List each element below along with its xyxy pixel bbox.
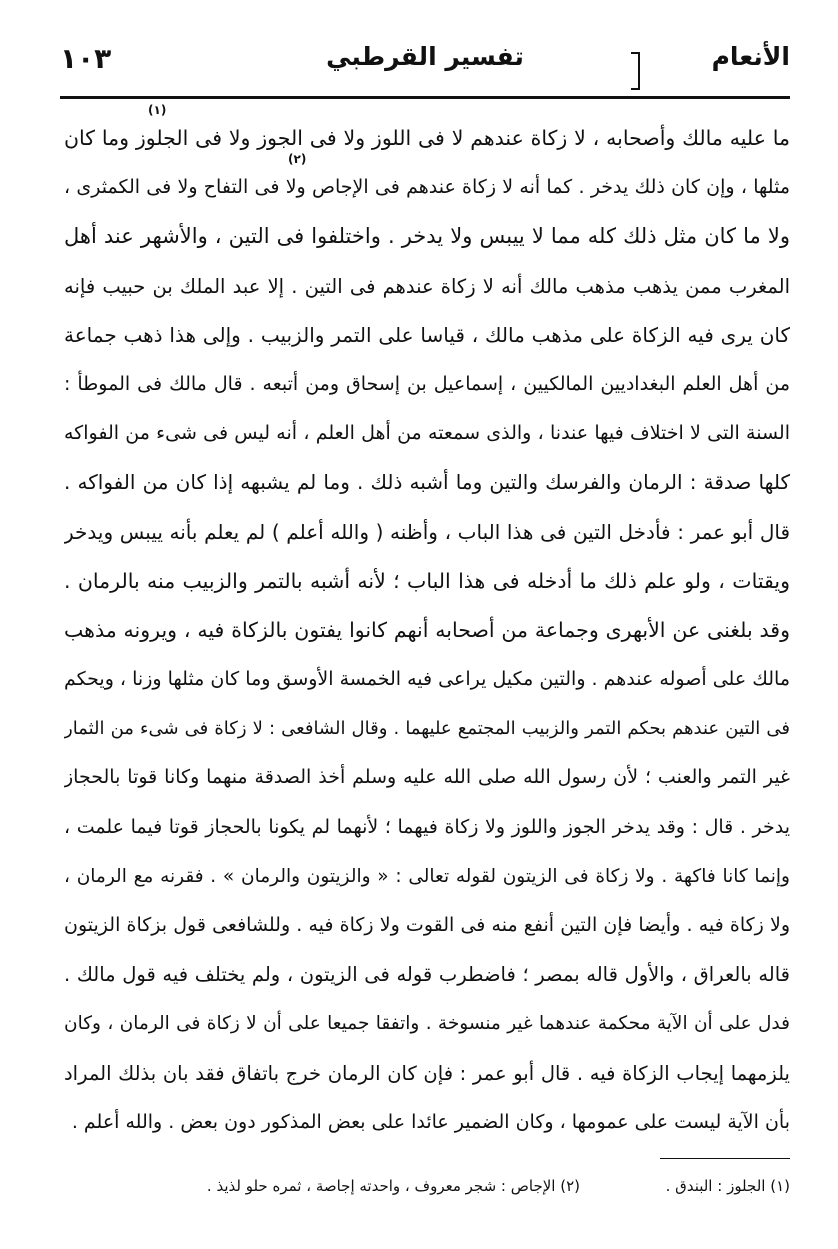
text-line: فى التين عندهم بحكم التمر والزبيب المجتمع عليهما . وقال الشافعى : لا زكاة فى شىء من الثمار bbox=[64, 718, 790, 740]
text-line: السنة التى لا اختلاف فيها عندنا ، والذى سمعته من أهل العلم ، أنه ليس فى شىء من الفواكه bbox=[64, 422, 790, 445]
text-line: يدخر . قال : وقد يدخر الجوز واللوز ولا زكاة فيهما ؛ لأنهما لم يكونا بالحجاز قوتا فيما علمت ، bbox=[64, 815, 790, 838]
surah-name: الأنعام bbox=[711, 42, 790, 71]
body-text bbox=[64, 114, 790, 1147]
text-line: يلزمهما إيجاب الزكاة فيه . قال أبو عمر : فإن كان الرمان خرج باتفاق فقد بان بذلك المراد bbox=[64, 1061, 790, 1085]
footnote: (١) الجلوز : البندق . bbox=[665, 1177, 790, 1195]
text-line: كان يرى فيه الزكاة على مذهب مالك ، قياسا على التمر والزبيب . وإلى هذا ذهب جماعة bbox=[64, 322, 790, 347]
page-number: ١٠٣ bbox=[60, 42, 112, 75]
text-line: فدل على أن الآية محكمة عندهما غير منسوخة . واتفقا جميعا على أن لا زكاة فى الرمان ، وكان bbox=[64, 1013, 790, 1035]
header-rule bbox=[60, 96, 790, 99]
page-header bbox=[60, 40, 790, 94]
footnote-marker: (١) bbox=[148, 103, 167, 117]
text-line: كلها صدقة : الرمان والفرسك والتين وما أشبه ذلك . وما لم يشبهه إذا كان من الفواكه . bbox=[64, 470, 790, 495]
text-line: قاله بالعراق ، والأول قاله بمصر ؛ فاضطرب قوله فى الزيتون ، ولم يختلف فيه قول مالك . bbox=[64, 963, 790, 987]
header-bracket bbox=[631, 52, 640, 90]
text-line: ما عليه مالك وأصحابه ، لا زكاة عندهم لا فى اللوز ولا فى الجوز ولا فى الجلوز وما كان bbox=[64, 126, 790, 150]
footnotes bbox=[64, 1172, 790, 1200]
text-line: بأن الآية ليست على عمومها ، وكان الضمير عائدا على بعض المذكور دون بعض . والله أعلم . bbox=[71, 1110, 790, 1133]
text-line: المغرب ممن يذهب مذهب مالك أنه لا زكاة عندهم فى التين . إلا عبد الملك بن حبيب فإنه bbox=[64, 274, 790, 298]
text-line: قال أبو عمر : فأدخل التين فى هذا الباب ، وأظنه ( والله أعلم ) لم يعلم بأنه ييبس ويدخر bbox=[64, 519, 790, 544]
text-line: غير التمر والعنب ؛ لأن رسول الله صلى الله عليه وسلم أخذ الصدقة منهما وكانا قوتا بالحجاز bbox=[64, 766, 790, 789]
footnote-marker: (٢) bbox=[288, 152, 307, 166]
footnote-rule bbox=[660, 1158, 790, 1159]
text-line: وإنما كانا فاكهة . ولا زكاة فى الزيتون لقوله تعالى : « والزيتون والرمان » . فقرنه مع الرمان ، bbox=[64, 865, 790, 887]
text-line: ولا ما كان مثل ذلك كله مما لا ييبس ولا يدخر . واختلفوا فى التين ، والأشهر عند أهل bbox=[64, 224, 790, 249]
text-line: ولا زكاة فيه . وأيضا فإن التين أنفع منه فى القوت ولا زكاة فيه . وللشافعى قول بزكاة الزيتون bbox=[64, 914, 790, 936]
book-title: تفسير القرطبي bbox=[326, 42, 524, 71]
text-line: من أهل العلم البغداديين المالكيين ، إسماعيل بن إسحاق ومن أتبعه . قال مالك فى الموطأ : bbox=[64, 372, 790, 395]
footnote: (٢) الإجاص : شجر معروف ، واحدته إجاصة ، ثمره حلو لذيذ . bbox=[206, 1177, 580, 1195]
text-line: مثلها ، وإن كان ذلك يدخر . كما أنه لا زكاة عندهم فى الإجاص ولا فى التفاح ولا فى الكمثرى ، bbox=[64, 176, 790, 199]
text-line: وقد بلغنى عن الأبهرى وجماعة من أصحابه أنهم كانوا يفتون بالزكاة فيه ، ويرونه مذهب bbox=[64, 617, 790, 642]
text-line: ويقتات ، ولو علم ذلك ما أدخله فى هذا الباب ؛ لأنه أشبه بالتمر والزبيب منه بالرمان . bbox=[64, 568, 790, 593]
text-line: مالك على أصوله عندهم . والتين مكيل يراعى فيه الخمسة الأوسق وما كان مثلها وزنا ، ويحكم bbox=[64, 668, 790, 691]
